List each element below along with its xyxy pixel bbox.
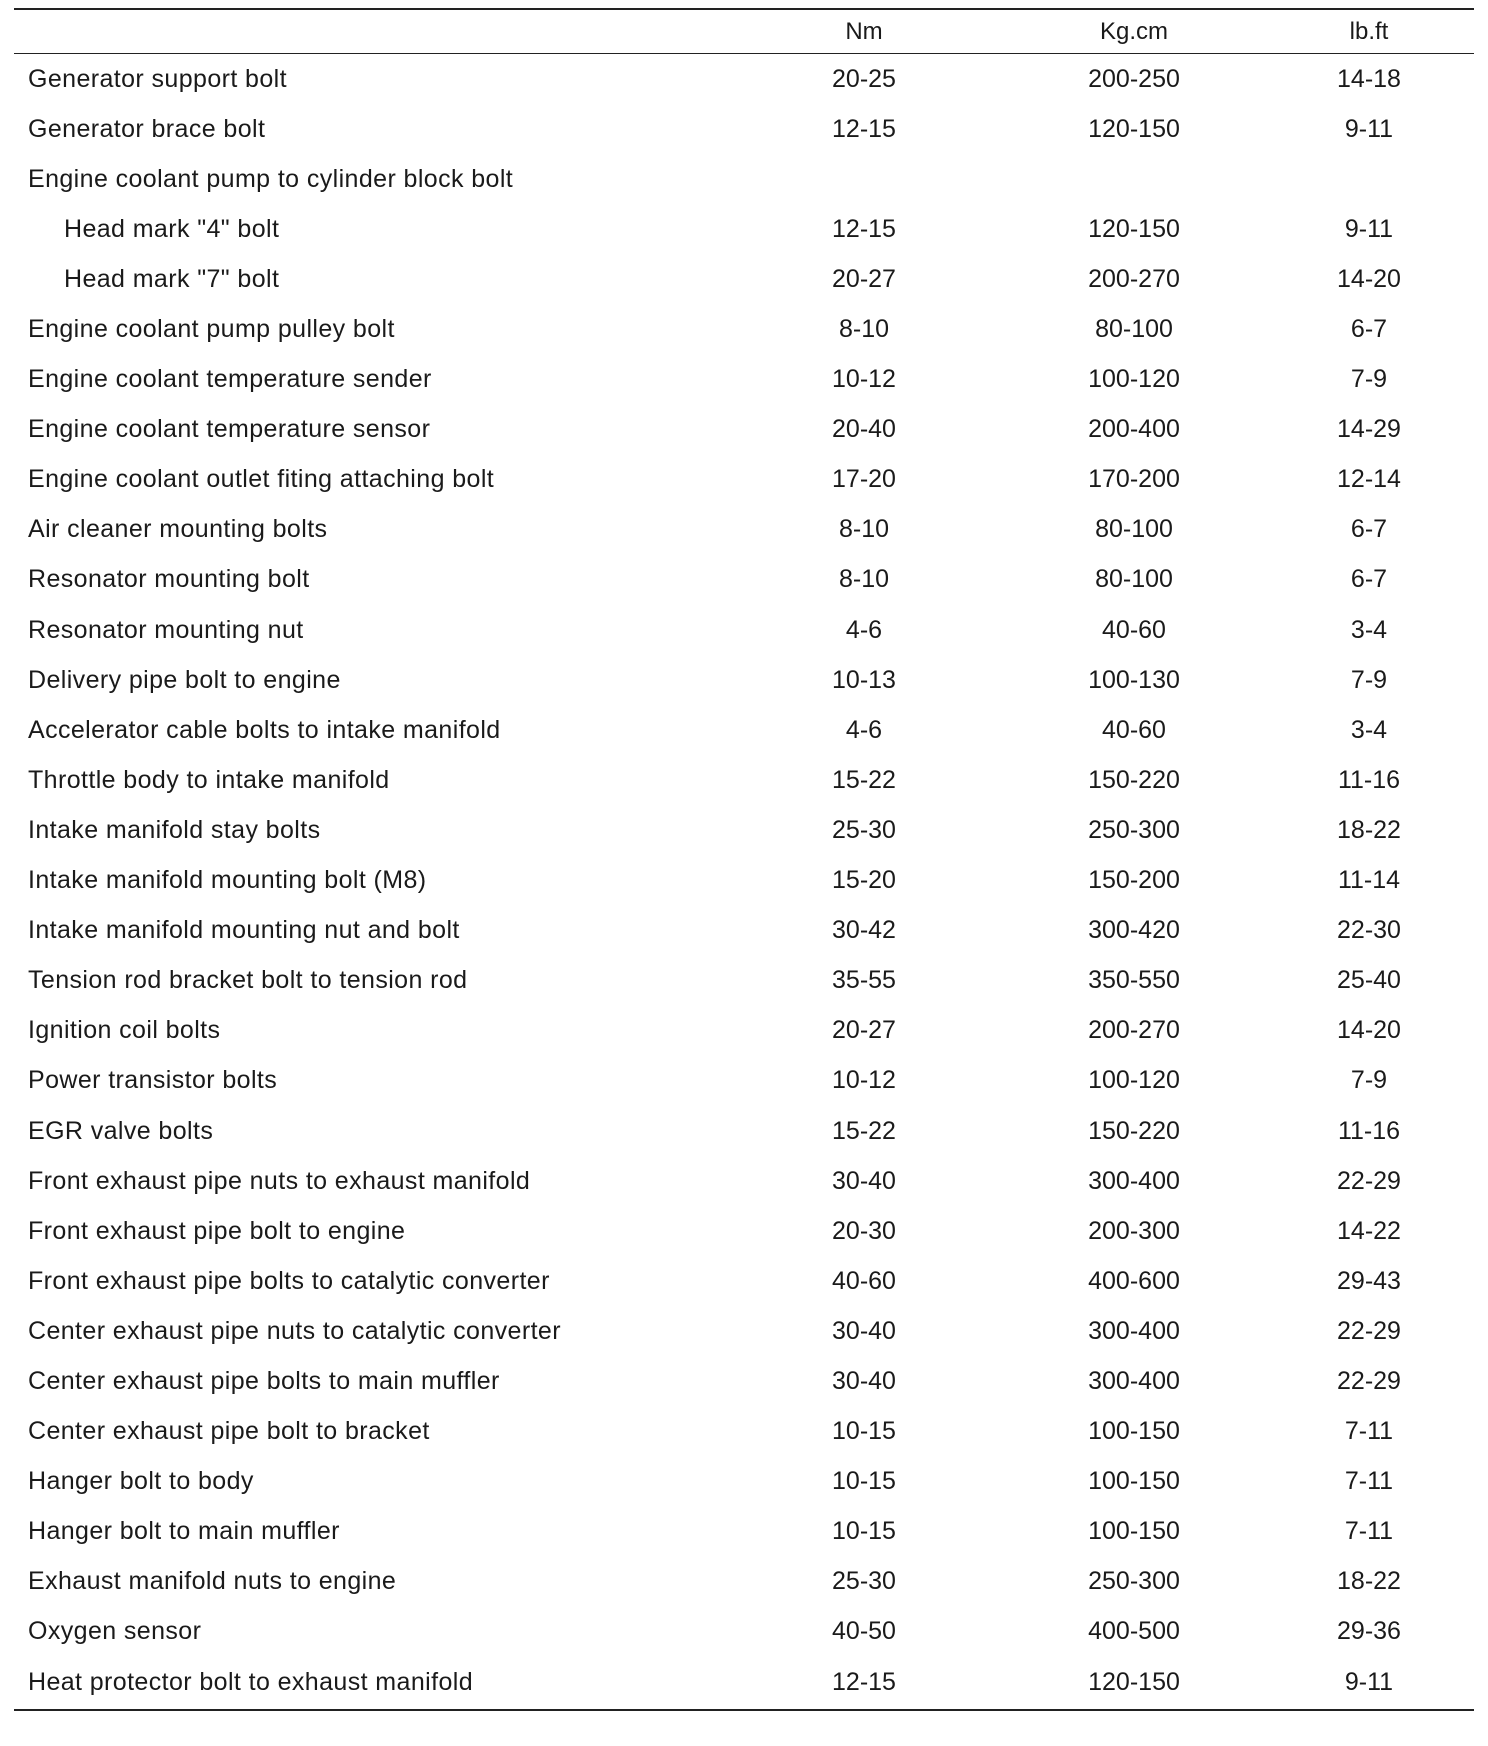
table-row [14, 1557, 1474, 1607]
row-item-label: Engine coolant pump to cylinder block bolt [28, 164, 514, 193]
table-row [14, 355, 1474, 405]
row-value-kgcm: 120-150 [1088, 1667, 1180, 1696]
table-row [14, 154, 1474, 204]
row-value-lbft: 18-22 [1337, 815, 1401, 844]
row-value-kgcm: 150-200 [1088, 866, 1180, 895]
row-value-nm: 10-12 [832, 1066, 896, 1095]
row-item-label: Air cleaner mounting bolts [28, 515, 328, 544]
row-value-nm: 20-27 [832, 264, 896, 293]
table-row [14, 1156, 1474, 1206]
row-item-label: Center exhaust pipe bolt to bracket [28, 1417, 430, 1446]
row-value-kgcm: 250-300 [1088, 815, 1180, 844]
row-value-lbft: 11-14 [1337, 866, 1401, 895]
table-row [14, 956, 1474, 1006]
table-row [14, 204, 1474, 254]
table-row [14, 405, 1474, 455]
table-row [14, 1006, 1474, 1056]
row-value-nm [774, 154, 954, 204]
row-item-label: Throttle body to intake manifold [28, 765, 390, 794]
table-row [14, 1657, 1474, 1707]
table-row [14, 1256, 1474, 1306]
row-value-lbft: 9-11 [1344, 1667, 1394, 1696]
table-row [14, 1356, 1474, 1406]
row-value-nm: 8-10 [838, 565, 890, 594]
row-item-label: Oxygen sensor [28, 1617, 202, 1646]
table-row [14, 104, 1474, 154]
row-value-kgcm: 200-250 [1088, 64, 1180, 93]
torque-spec-table [14, 8, 1474, 1711]
table-row [14, 805, 1474, 855]
table-row [14, 505, 1474, 555]
row-value-nm: 12-15 [832, 1667, 896, 1696]
row-value-nm: 10-15 [832, 1417, 896, 1446]
row-value-nm: 20-40 [832, 415, 896, 444]
row-value-nm: 30-40 [832, 1366, 896, 1395]
table-row [14, 54, 1474, 104]
table-row [14, 1457, 1474, 1507]
table-row [14, 1607, 1474, 1657]
row-value-lbft: 3-4 [1350, 715, 1388, 744]
row-value-nm: 10-15 [832, 1467, 896, 1496]
table-row [14, 1507, 1474, 1557]
row-item-label: Delivery pipe bolt to engine [28, 665, 341, 694]
row-value-lbft: 14-22 [1337, 1216, 1401, 1245]
row-item-label: Center exhaust pipe bolts to main muffler [28, 1366, 500, 1395]
row-value-nm: 10-15 [832, 1517, 896, 1546]
row-value-lbft: 22-30 [1337, 916, 1401, 945]
row-value-lbft: 12-14 [1337, 465, 1401, 494]
row-value-lbft: 7-9 [1350, 365, 1388, 394]
row-value-lbft: 14-20 [1337, 1016, 1401, 1045]
row-value-lbft: 7-9 [1350, 665, 1388, 694]
row-value-kgcm: 400-500 [1088, 1617, 1180, 1646]
row-value-kgcm: 150-220 [1088, 765, 1180, 794]
row-value-kgcm: 150-220 [1088, 1116, 1180, 1145]
header-kgcm: Kg.cm [1099, 17, 1168, 45]
row-item-label: Intake manifold stay bolts [28, 815, 321, 844]
table-row [14, 254, 1474, 304]
row-item-label: Heat protector bolt to exhaust manifold [28, 1667, 474, 1696]
row-value-nm: 20-25 [832, 64, 896, 93]
row-value-nm: 15-22 [832, 1116, 896, 1145]
row-item-label: EGR valve bolts [28, 1116, 214, 1145]
table-row [14, 455, 1474, 505]
row-value-nm: 12-15 [832, 214, 896, 243]
row-value-nm: 8-10 [838, 515, 890, 544]
row-value-kgcm: 120-150 [1088, 114, 1180, 143]
row-item-label: Accelerator cable bolts to intake manifold [28, 715, 501, 744]
table-row [14, 655, 1474, 705]
table-row [14, 1206, 1474, 1256]
row-value-kgcm: 200-270 [1088, 264, 1180, 293]
row-value-lbft: 6-7 [1350, 515, 1388, 544]
row-value-kgcm: 120-150 [1088, 214, 1180, 243]
row-value-nm: 30-42 [832, 916, 896, 945]
row-value-lbft: 11-16 [1337, 1116, 1401, 1145]
row-value-kgcm: 100-150 [1088, 1417, 1180, 1446]
row-item-label: Head mark "4" bolt [64, 214, 280, 243]
row-value-lbft: 22-29 [1337, 1366, 1401, 1395]
row-value-nm: 10-12 [832, 365, 896, 394]
row-value-lbft: 7-11 [1344, 1517, 1394, 1546]
row-value-nm: 15-20 [832, 866, 896, 895]
row-value-lbft: 3-4 [1350, 615, 1388, 644]
table-row [14, 1306, 1474, 1356]
row-value-kgcm: 170-200 [1088, 465, 1180, 494]
row-value-kgcm: 300-400 [1088, 1316, 1180, 1345]
row-value-lbft [1269, 154, 1469, 204]
row-item-label: Generator support bolt [28, 64, 287, 93]
row-item-label: Head mark "7" bolt [64, 264, 280, 293]
table-row [14, 605, 1474, 655]
row-value-kgcm: 100-120 [1088, 1066, 1180, 1095]
row-value-kgcm: 300-400 [1088, 1366, 1180, 1395]
row-value-nm: 8-10 [838, 315, 890, 344]
row-value-nm: 4-6 [845, 715, 883, 744]
row-value-kgcm: 40-60 [1102, 715, 1166, 744]
row-item-label: Resonator mounting nut [28, 615, 304, 644]
row-value-nm: 12-15 [832, 114, 896, 143]
table-row [14, 1407, 1474, 1457]
row-value-kgcm: 80-100 [1095, 565, 1173, 594]
row-value-nm: 20-30 [832, 1216, 896, 1245]
row-value-lbft: 29-43 [1337, 1266, 1401, 1295]
row-value-nm: 30-40 [832, 1316, 896, 1345]
row-value-nm: 10-13 [832, 665, 896, 694]
row-value-kgcm: 200-300 [1088, 1216, 1180, 1245]
row-item-label: Front exhaust pipe bolt to engine [28, 1216, 406, 1245]
table-row [14, 755, 1474, 805]
row-value-kgcm: 40-60 [1102, 615, 1166, 644]
row-item-label: Engine coolant temperature sensor [28, 415, 431, 444]
row-value-lbft: 7-9 [1350, 1066, 1388, 1095]
row-value-nm: 35-55 [832, 966, 896, 995]
row-value-lbft: 29-36 [1337, 1617, 1401, 1646]
table-row [14, 1106, 1474, 1156]
row-item-label: Engine coolant temperature sender [28, 365, 432, 394]
table-row [14, 705, 1474, 755]
table-row [14, 555, 1474, 605]
row-value-lbft: 9-11 [1344, 114, 1394, 143]
row-item-label: Exhaust manifold nuts to engine [28, 1567, 397, 1596]
row-item-label: Engine coolant outlet fiting attaching bolt [28, 465, 495, 494]
row-item-label: Power transistor bolts [28, 1066, 278, 1095]
table-row [14, 906, 1474, 956]
row-value-nm: 30-40 [832, 1166, 896, 1195]
row-item-label: Hanger bolt to main muffler [28, 1517, 340, 1546]
row-value-kgcm: 250-300 [1088, 1567, 1180, 1596]
row-value-nm: 17-20 [832, 465, 896, 494]
row-value-nm: 25-30 [832, 815, 896, 844]
row-value-lbft: 14-18 [1337, 64, 1401, 93]
row-value-lbft: 11-16 [1337, 765, 1401, 794]
row-value-kgcm: 80-100 [1095, 315, 1173, 344]
row-item-label: Ignition coil bolts [28, 1016, 221, 1045]
row-value-lbft: 7-11 [1344, 1417, 1394, 1446]
row-value-kgcm: 100-150 [1088, 1467, 1180, 1496]
row-item-label: Intake manifold mounting bolt (M8) [28, 866, 427, 895]
row-value-lbft: 9-11 [1344, 214, 1394, 243]
row-value-lbft: 25-40 [1337, 966, 1401, 995]
table-row [14, 856, 1474, 906]
row-item-label: Center exhaust pipe nuts to catalytic converter [28, 1316, 561, 1345]
row-value-kgcm: 300-400 [1088, 1166, 1180, 1195]
row-value-kgcm: 350-550 [1088, 966, 1180, 995]
row-value-lbft: 6-7 [1350, 565, 1388, 594]
row-item-label: Engine coolant pump pulley bolt [28, 315, 395, 344]
table-header-row [14, 10, 1474, 54]
row-value-kgcm: 80-100 [1095, 515, 1173, 544]
row-item-label: Hanger bolt to body [28, 1467, 254, 1496]
row-item-label: Intake manifold mounting nut and bolt [28, 916, 460, 945]
row-value-lbft: 22-29 [1337, 1316, 1401, 1345]
row-value-kgcm: 100-130 [1088, 665, 1180, 694]
row-value-kgcm: 100-150 [1088, 1517, 1180, 1546]
row-value-kgcm [1034, 154, 1234, 204]
row-value-lbft: 7-11 [1344, 1467, 1394, 1496]
table-row [14, 304, 1474, 354]
row-value-kgcm: 400-600 [1088, 1266, 1180, 1295]
table-body [14, 54, 1474, 1707]
row-value-nm: 25-30 [832, 1567, 896, 1596]
table-row [14, 1056, 1474, 1106]
row-value-lbft: 22-29 [1337, 1166, 1401, 1195]
row-value-nm: 40-60 [832, 1266, 896, 1295]
row-value-nm: 40-50 [832, 1617, 896, 1646]
row-value-nm: 15-22 [832, 765, 896, 794]
row-value-lbft: 14-29 [1337, 415, 1401, 444]
row-value-kgcm: 200-400 [1088, 415, 1180, 444]
table-bottom-rule [14, 1709, 1474, 1711]
row-value-kgcm: 200-270 [1088, 1016, 1180, 1045]
row-value-lbft: 18-22 [1337, 1567, 1401, 1596]
row-value-nm: 20-27 [832, 1016, 896, 1045]
row-item-label: Front exhaust pipe bolts to catalytic converter [28, 1266, 550, 1295]
row-value-lbft: 6-7 [1350, 315, 1388, 344]
header-lbft: lb.ft [1349, 17, 1389, 45]
header-nm: Nm [845, 17, 883, 45]
row-value-lbft: 14-20 [1337, 264, 1401, 293]
row-item-label: Front exhaust pipe nuts to exhaust manifold [28, 1166, 531, 1195]
row-value-nm: 4-6 [845, 615, 883, 644]
row-value-kgcm: 100-120 [1088, 365, 1180, 394]
row-item-label: Resonator mounting bolt [28, 565, 310, 594]
row-value-kgcm: 300-420 [1088, 916, 1180, 945]
row-item-label: Generator brace bolt [28, 114, 266, 143]
row-item-label: Tension rod bracket bolt to tension rod [28, 966, 468, 995]
